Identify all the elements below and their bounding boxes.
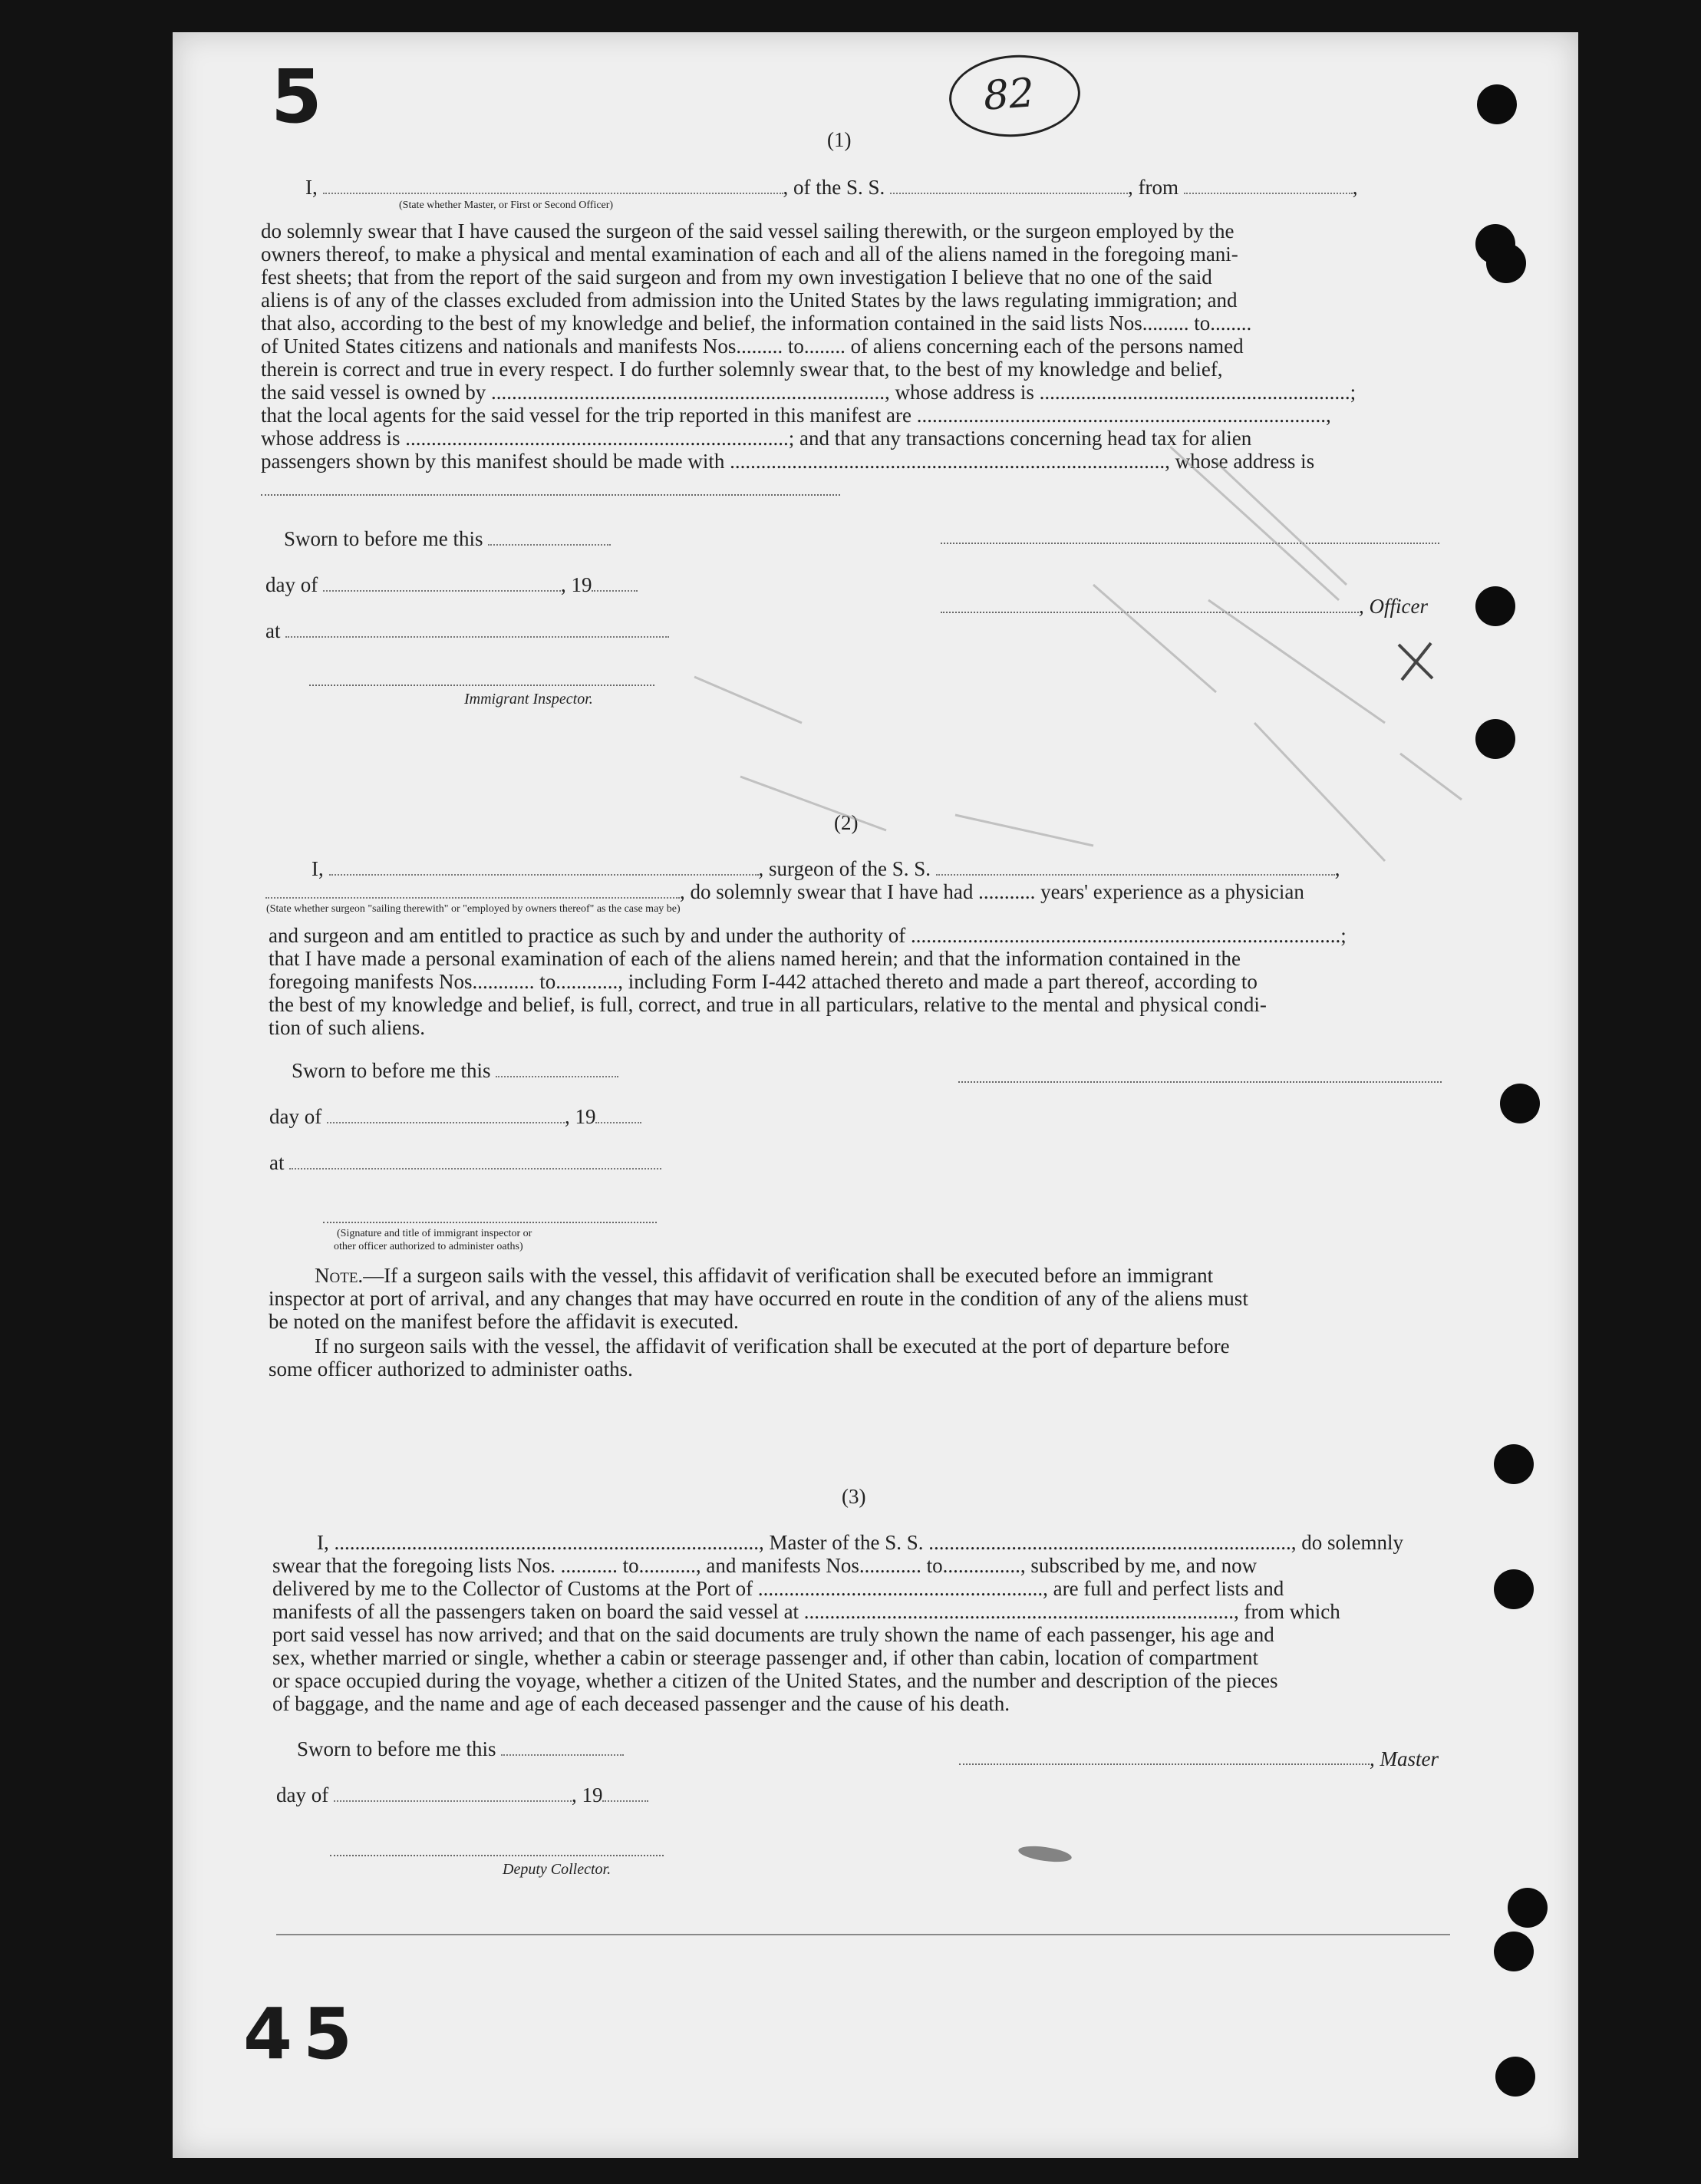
section1-at: at bbox=[265, 619, 669, 643]
section2-body-line: tion of such aliens. bbox=[269, 1016, 425, 1039]
punch-hole bbox=[1494, 1569, 1534, 1609]
section1-body-line: do solemnly swear that I have caused the surgeon of the said vessel sailing therewith, or the surgeon employed by the bbox=[261, 219, 1235, 242]
section2-heading: (2) bbox=[834, 811, 859, 834]
section1-day-of: day of , 19 bbox=[265, 573, 638, 597]
section2-day-of: day of , 19 bbox=[269, 1105, 641, 1129]
section1-body-line: therein is correct and true in every respect. I do further solemnly swear that, to the best of my knowledge and belief, bbox=[261, 358, 1223, 381]
note-line: some officer authorized to administer oaths. bbox=[269, 1358, 633, 1381]
note-line: be noted on the manifest before the affidavit is executed. bbox=[269, 1310, 739, 1333]
punch-hole bbox=[1495, 2057, 1535, 2097]
handwritten-circled-number: 82 bbox=[947, 51, 1083, 141]
section3-body-line: port said vessel has now arrived; and that on the said documents are truly shown the name of each passenger, his age and bbox=[272, 1623, 1274, 1646]
section3-day-of: day of , 19 bbox=[276, 1783, 648, 1807]
section1-body-line: that the local agents for the said vessel for the trip reported in this manifest are ..............................................................................., bbox=[261, 404, 1331, 427]
section1-body-line: of United States citizens and nationals and manifests Nos......... to........ of aliens concerning each of the persons named bbox=[261, 335, 1244, 358]
section3-body-line: sex, whether married or single, whether a cabin or steerage passenger and, if other than cabin, location of compartment bbox=[272, 1646, 1259, 1669]
punch-hole bbox=[1500, 1084, 1540, 1123]
section2-body-line: and surgeon and am entitled to practice as such by and under the authority of ...................................................................................; bbox=[269, 924, 1347, 947]
section3-body-line: swear that the foregoing lists Nos. ........... to..........., and manifests Nos............ to..............., subscribed by me, and now bbox=[272, 1554, 1258, 1577]
section1-line1: I, , of the S. S. , from , bbox=[305, 176, 1358, 199]
punch-hole bbox=[1508, 1888, 1548, 1928]
collector-caption: Deputy Collector. bbox=[503, 1861, 612, 1878]
section2-line2: , do solemnly swear that I have had ........... years' experience as a physician bbox=[265, 880, 1304, 904]
bleed-through-strokes bbox=[633, 401, 1477, 1014]
section2-line1: I, , surgeon of the S. S. , bbox=[312, 857, 1340, 880]
collector-signature-line bbox=[330, 1855, 664, 1856]
note-line: If no surgeon sails with the vessel, the affidavit of verification shall be executed at the port of departure before bbox=[315, 1334, 1230, 1358]
inspector-signature-line bbox=[309, 685, 654, 686]
page-number-stamp-bottom: 45 bbox=[243, 1993, 364, 2075]
officer-label: , Officer bbox=[1359, 595, 1428, 618]
page-number-stamp-top: 5 bbox=[271, 54, 322, 140]
note-label: Note. bbox=[315, 1264, 364, 1287]
section2-signature-line bbox=[323, 1222, 657, 1223]
section1-heading: (1) bbox=[827, 128, 852, 151]
document-page bbox=[173, 32, 1578, 2158]
section2-sworn: Sworn to before me this bbox=[292, 1059, 618, 1083]
section3-master-line bbox=[959, 1763, 1370, 1765]
section2-body-line: the best of my knowledge and belief, is full, correct, and true in all particulars, relative to the mental and physical condi- bbox=[269, 993, 1267, 1016]
section3-sworn: Sworn to before me this bbox=[297, 1737, 624, 1761]
section2-body-line: that I have made a personal examination of each of the aliens named herein; and that the information contained in the bbox=[269, 947, 1241, 970]
section1-body-line: fest sheets; that from the report of the said surgeon and from my own investigation I believe that no one of the said bbox=[261, 266, 1212, 289]
signature-caption-1: (Signature and title of immigrant inspector or bbox=[337, 1228, 532, 1239]
inspector-caption: Immigrant Inspector. bbox=[464, 691, 593, 708]
section1-body-line: passengers shown by this manifest should be made with ...................................................................................., whose address is bbox=[261, 450, 1315, 473]
section2-officer-line bbox=[958, 1081, 1442, 1083]
section3-body-line: manifests of all the passengers taken on board the said vessel at ..................................................................................., from which bbox=[272, 1600, 1340, 1623]
section3-heading: (3) bbox=[842, 1485, 866, 1508]
section2-at: at bbox=[269, 1151, 661, 1175]
bottom-rule bbox=[276, 1934, 1450, 1935]
punch-hole bbox=[1494, 1444, 1534, 1484]
section3-body-line: of baggage, and the name and age of each deceased passenger and the cause of his death. bbox=[272, 1692, 1010, 1715]
section2-caption: (State whether surgeon "sailing therewith" or "employed by owners thereof" as the case may be) bbox=[266, 903, 681, 915]
section1-sworn: Sworn to before me this bbox=[284, 527, 611, 551]
section1-body-line: the said vessel is owned by ............................................................................, whose address is ............................................................; bbox=[261, 381, 1357, 404]
section3-body-line: delivered by me to the Collector of Customs at the Port of ......................................................., are full and perfect lists and bbox=[272, 1577, 1284, 1600]
punch-hole bbox=[1494, 1932, 1534, 1971]
from-port-blank bbox=[1184, 177, 1353, 194]
master-label: , Master bbox=[1370, 1747, 1439, 1770]
punch-hole bbox=[1475, 586, 1515, 626]
section1-body-line: whose address is ..........................................................................; and that any transactions concerning head tax for alien bbox=[261, 427, 1252, 450]
signature-caption-2: other officer authorized to administer oaths) bbox=[334, 1241, 523, 1252]
section1-body-line: aliens is of any of the classes excluded from admission into the United States by the laws regulating immigration; and bbox=[261, 289, 1238, 312]
note-line: Note.—If a surgeon sails with the vessel, this affidavit of verification shall be executed before an immigrant bbox=[315, 1264, 1214, 1287]
punch-hole bbox=[1477, 84, 1517, 124]
section3-body-line: or space occupied during the voyage, whether a citizen of the United States, and the number and description of the pieces bbox=[272, 1669, 1278, 1692]
section1-body-line: that also, according to the best of my knowledge and belief, the information contained in the said lists Nos......... to........ bbox=[261, 312, 1252, 335]
ink-smudge bbox=[1017, 1843, 1073, 1865]
section3-body-line: I, .................................................................................., Master of the S. S. ......................................................................, do solemnly bbox=[317, 1531, 1403, 1554]
section1-caption: (State whether Master, or First or Second Officer) bbox=[399, 200, 614, 211]
punch-hole bbox=[1475, 719, 1515, 759]
section2-body-line: foregoing manifests Nos............ to............, including Form I-442 attached thereto and made a part thereof, according to bbox=[269, 970, 1258, 993]
section1-body-line: owners thereof, to make a physical and mental examination of each and all of the aliens named in the foregoing mani- bbox=[261, 242, 1238, 266]
note-line: inspector at port of arrival, and any changes that may have occurred en route in the condition of any of the aliens must bbox=[269, 1287, 1248, 1310]
ship-name-blank bbox=[890, 177, 1128, 194]
master-name-blank bbox=[323, 177, 783, 194]
punch-hole bbox=[1486, 243, 1526, 283]
